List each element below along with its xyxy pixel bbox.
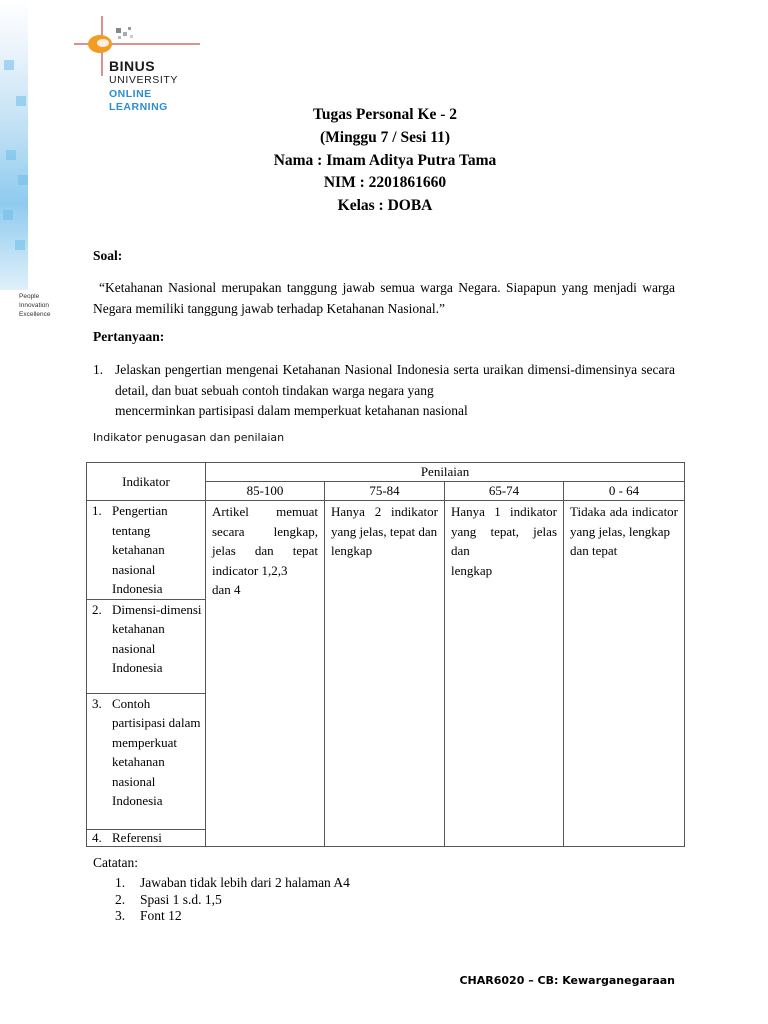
decorative-tile [16, 96, 26, 106]
decorative-tile [15, 240, 25, 250]
soal-label: Soal: [93, 248, 123, 263]
heading-title: Tugas Personal Ke - 2 [312, 106, 458, 123]
indicator-text: Pengertian tentang ketahanan nasional Indonesia [112, 503, 168, 596]
note-text: Font 12 [140, 908, 182, 923]
note-text: Spasi 1 s.d. 1,5 [140, 891, 222, 907]
heading-nim: NIM : 2201861660 [323, 174, 447, 192]
decorative-side-strip [0, 0, 57, 1024]
decorative-tile [4, 60, 14, 70]
indicator-number: 2. [92, 601, 102, 617]
tagline [19, 292, 50, 319]
indicator-text: Dimensi-dimensi ketahanan nasional Indonesia [112, 601, 202, 675]
pertanyaan-label: Pertanyaan: [93, 329, 165, 344]
soal-text: “Ketahanan Nasional merupakan tanggung jawab semua warga Negara. Siapapun yang menjadi warga Negara memiliki tanggung jawab terhadap Ketahanan Nasional.” [93, 280, 675, 316]
assessment-table [86, 462, 685, 847]
header-penilaian: Penilaian [206, 463, 685, 482]
list-item [115, 892, 350, 909]
indicator-number: 4. [92, 829, 102, 845]
criteria-text-last: dan tepat [570, 543, 618, 558]
criteria-cell [206, 501, 325, 847]
catatan-label: Catatan: [93, 855, 138, 870]
indicator-number: 1. [92, 503, 102, 518]
note-number: 1. [115, 875, 126, 890]
decorative-tile [18, 175, 28, 185]
list-item [115, 875, 350, 892]
question-number: 1. [93, 362, 104, 377]
question-text: Jelaskan pengertian mengenai Ketahanan Nasional Indonesia serta uraikan dimensi-dimensinya secara detail, dan buat sebuah contoh tindakan warga negara yang [115, 362, 675, 398]
note-number: 2. [115, 891, 126, 907]
indicator-text: Contoh partisipasi dalam memperkuat ketahanan nasional Indonesia [112, 695, 201, 808]
tagline-line: People [19, 293, 40, 300]
tagline-line: Innovation [19, 302, 49, 309]
criteria-text-last: lengkap [451, 562, 493, 578]
logo-text: BINUS [109, 58, 156, 74]
heading-week: (Minggu 7 / Sesi 11) [319, 128, 451, 146]
indikator-title: Indikator penugasan dan penilaian [93, 431, 285, 444]
header-range: 75-84 [325, 482, 445, 501]
criteria-cell [445, 501, 564, 847]
criteria-text-last: lengkap [331, 543, 373, 558]
tagline-line: Excellence [19, 311, 51, 318]
heading-class: Kelas : DOBA [337, 197, 433, 215]
indicator-cell [87, 501, 206, 600]
logo-subtext: UNIVERSITY [109, 74, 179, 86]
decorative-tile [6, 150, 16, 160]
criteria-text: Hanya 1 indikator yang tepat, jelas dan [451, 504, 557, 558]
note-text: Jawaban tidak lebih dari 2 halaman A4 [140, 875, 350, 890]
criteria-text: Hanya 2 indikator yang jelas, tepat dan [331, 504, 438, 539]
header-indikator: Indikator [87, 463, 206, 501]
criteria-cell [325, 501, 445, 847]
logo-online-text: ONLINE [109, 88, 152, 100]
criteria-text-last: dan 4 [212, 582, 241, 597]
question-text-last: mencerminkan partisipasi dalam memperkuat ketahanan nasional [115, 403, 468, 418]
header-range: 0 - 64 [564, 482, 685, 501]
heading-name: Nama : Imam Aditya Putra Tama [273, 151, 497, 169]
header-range: 65-74 [445, 482, 564, 501]
question-item [93, 360, 675, 422]
criteria-cell [564, 501, 685, 847]
header-range: 85-100 [206, 482, 325, 501]
indicator-cell [87, 693, 206, 829]
decorative-tile [3, 210, 13, 220]
question-text-wrap [115, 360, 675, 422]
note-number: 3. [115, 908, 126, 923]
indicator-number: 3. [92, 695, 102, 711]
indicator-text: Referensi [112, 829, 162, 845]
criteria-text: Artikel memuat secara lengkap, jelas dan tepat indicator 1,2,3 [212, 504, 318, 578]
course-footer: CHAR6020 – CB: Kewarganegaraan [459, 974, 675, 987]
notes-list [115, 875, 350, 925]
assignment-heading [150, 104, 620, 218]
list-item [115, 908, 350, 925]
logo-learning-text: LEARNING [109, 101, 168, 113]
indicator-cell [87, 599, 206, 693]
criteria-text: Tidaka ada indicator yang jelas, lengkap [570, 504, 679, 539]
indicator-cell [87, 829, 206, 846]
